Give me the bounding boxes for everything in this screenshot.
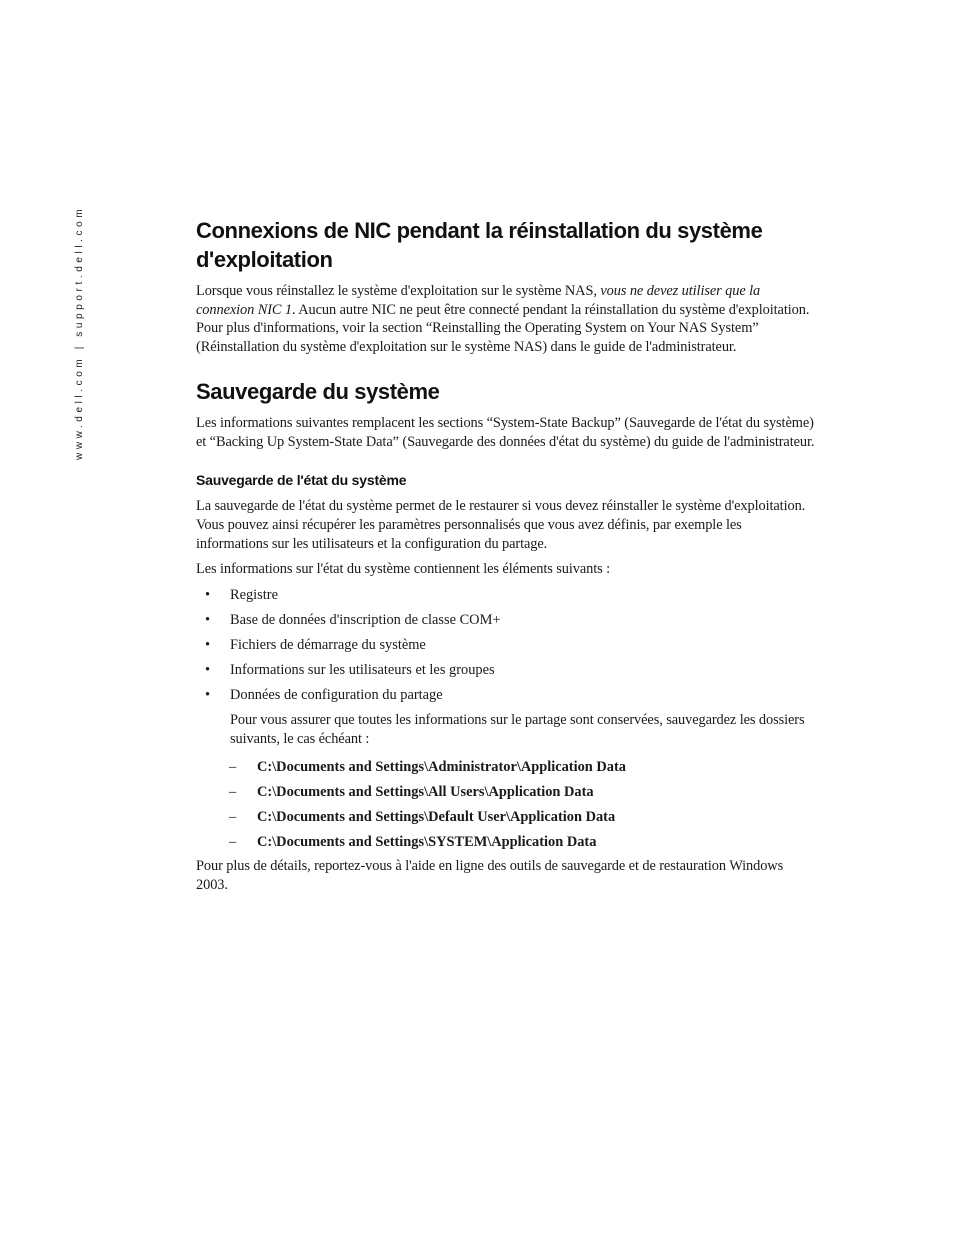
dash-icon: – — [229, 784, 237, 801]
bullet-icon: • — [205, 662, 211, 679]
bullet-icon: • — [205, 637, 211, 654]
nic-paragraph-start: Lorsque vous réinstallez le système d'exploitation sur le système NAS, — [196, 283, 601, 299]
list-item: • Informations sur les utilisateurs et les groupes — [205, 662, 495, 679]
list-item: • Base de données d'inscription de classe COM+ — [205, 612, 501, 629]
folder-path-item: – C:\Documents and Settings\All Users\Application Data — [229, 784, 594, 801]
list-item: • Données de configuration du partage — [205, 687, 443, 704]
closing-paragraph: Pour plus de détails, reportez-vous à l'aide en ligne des outils de sauvegarde et de restauration Windows 2003. — [196, 858, 784, 893]
section-title-backup: Sauvegarde du système — [196, 378, 440, 404]
bullet-icon: • — [205, 612, 211, 629]
bullet-icon: • — [205, 587, 211, 604]
folder-path-item: – C:\Documents and Settings\SYSTEM\Application Data — [229, 833, 597, 850]
sidebar-url: www.dell.com | support.dell.com — [74, 205, 85, 460]
share-backup-note: Pour vous assurer que toutes les informations sur le partage sont conservées, sauvegardez les dossiers suivants, le cas échéant : — [230, 712, 805, 747]
list-item: • Fichiers de démarrage du système — [205, 637, 426, 654]
folder-path-list — [196, 758, 816, 851]
backup-paragraph: Les informations suivantes remplacent les sections “System-State Backup” (Sauvegarde de l'état du système) et “Backing Up System-State Data” (Sauvegarde des données d'état du système) du guide de l'administrateur. — [196, 414, 815, 450]
dash-icon: – — [229, 833, 237, 850]
section-title-nic: Connexions de NIC pendant la réinstallation du système d'exploitation — [196, 218, 763, 272]
document-body — [196, 216, 816, 902]
nic-paragraph-emphasis: vous ne devez utiliser que la connexion NIC 1 — [196, 283, 761, 318]
folder-path-item: – C:\Documents and Settings\Administrator\Application Data — [229, 759, 626, 776]
list-item: • Registre — [205, 587, 278, 604]
bullet-icon: • — [205, 687, 211, 704]
nic-paragraph-end: . Aucun autre NIC ne peut être connecté pendant la réinstallation du système d'exploitation. Pour plus d'informations, voir la section “Reinstalling the Operating System on Your NAS System” (Réinstallation du système d'exploitation sur le système NAS) dans le guide de l'administrateur. — [196, 301, 810, 356]
nic-paragraph — [196, 282, 816, 357]
state-backup-paragraph: La sauvegarde de l'état du système permet de le restaurer si vous devez réinstaller le système d'exploitation. Vous pouvez ainsi récupérer les paramètres personnalisés que vous avez définis, par exemple les informations sur les utilisateurs et la configuration du partage. — [196, 498, 806, 552]
dash-icon: – — [229, 759, 237, 776]
folder-path-item: – C:\Documents and Settings\Default User\Application Data — [229, 808, 616, 825]
dash-icon: – — [229, 808, 237, 825]
subsection-title-state-backup: Sauvegarde de l'état du système — [196, 472, 407, 489]
state-elements-intro: Les informations sur l'état du système contiennent les éléments suivants : — [196, 561, 611, 578]
state-elements-list — [196, 586, 816, 705]
